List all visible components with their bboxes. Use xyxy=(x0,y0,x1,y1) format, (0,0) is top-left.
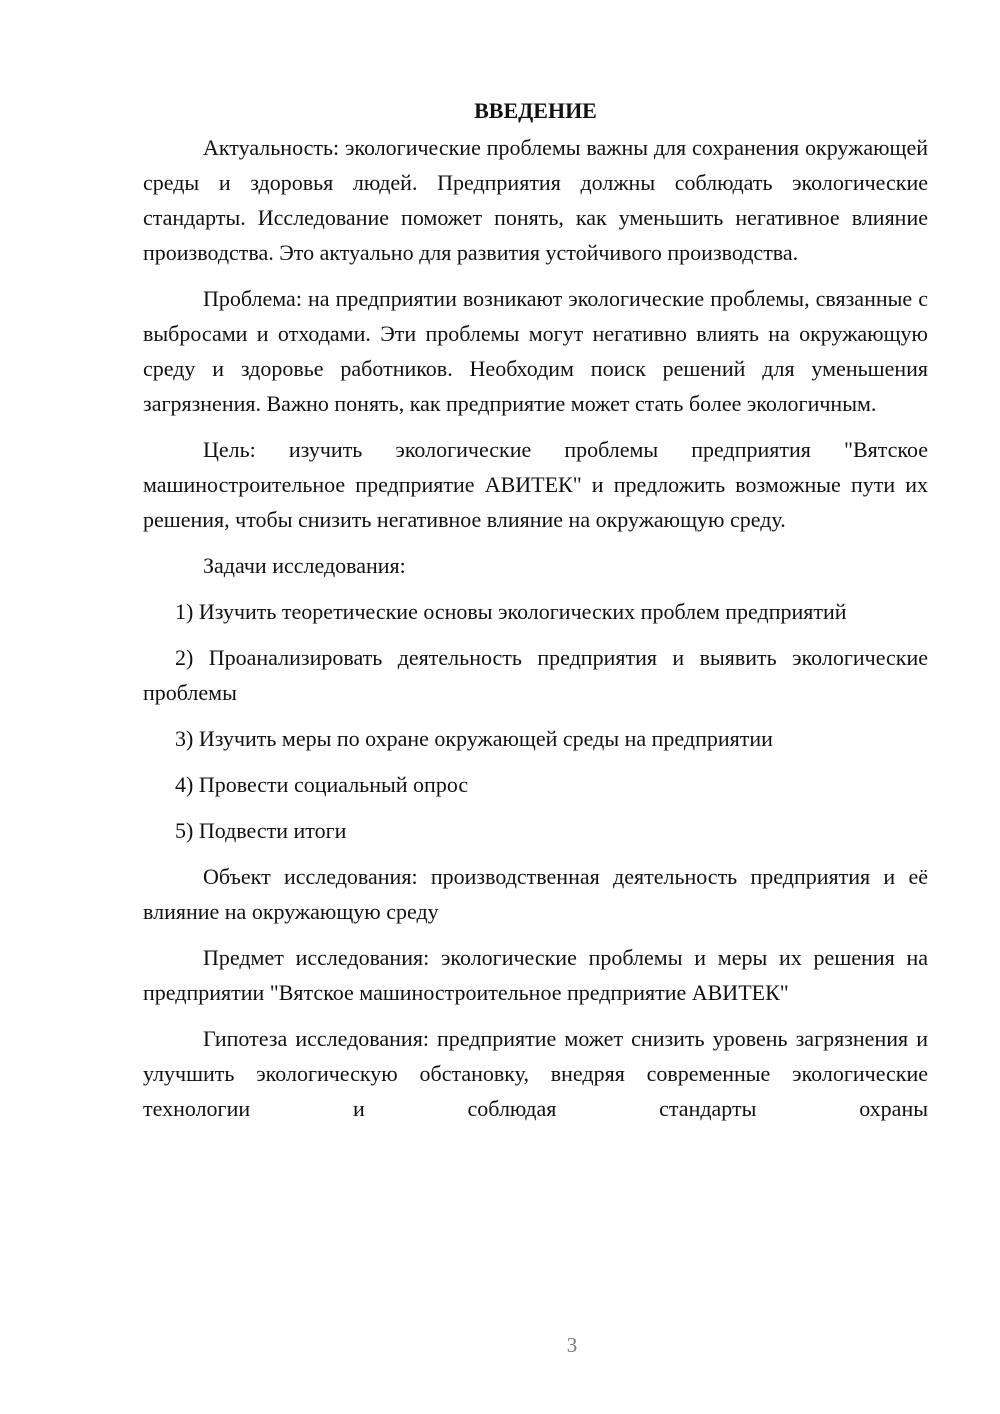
paragraph-subject: Предмет исследования: экологические проблемы и меры их решения на предприятии "Вятское машиностроительное предприятие АВИТЕК" xyxy=(143,945,928,1005)
page-content xyxy=(143,93,928,1126)
task-item-1: 1) Изучить теоретические основы экологических проблем предприятий xyxy=(175,599,847,624)
paragraph-problem: Проблема: на предприятии возникают экологические проблемы, связанные с выбросами и отходами. Эти проблемы могут негативно влиять на окружающую среду и здоровье работников. Необходим поиск решений для уменьшения загрязнения. Важно понять, как предприятие может стать более экологичным. xyxy=(143,286,928,416)
task-item-2: 2) Проанализировать деятельность предприятия и выявить экологические проблемы xyxy=(143,645,928,705)
tasks-heading: Задачи исследования: xyxy=(203,553,406,578)
paragraph-relevance: Актуальность: экологические проблемы важны для сохранения окружающей среды и здоровья людей. Предприятия должны соблюдать экологические стандарты. Исследование поможет понять, как уменьшить негативное влияние производства. Это актуально для развития устойчивого производства. xyxy=(143,135,928,265)
task-item-5: 5) Подвести итоги xyxy=(175,818,347,843)
task-item-4: 4) Провести социальный опрос xyxy=(175,772,469,797)
page-title: ВВЕДЕНИЕ xyxy=(474,98,597,123)
paragraph-goal: Цель: изучить экологические проблемы предприятия "Вятское машиностроительное предприятие АВИТЕК" и предложить возможные пути их решения, чтобы снизить негативное влияние на окружающую среду. xyxy=(143,437,928,532)
page-number: 3 xyxy=(566,1333,578,1357)
paragraph-object: Объект исследования: производственная деятельность предприятия и её влияние на окружающую среду xyxy=(143,864,928,924)
paragraph-hypothesis: Гипотеза исследования: предприятие может снизить уровень загрязнения и улучшить экологическую обстановку, внедряя современные экологические технологии и соблюдая стандарты охраны xyxy=(143,1026,928,1121)
task-item-3: 3) Изучить меры по охране окружающей среды на предприятии xyxy=(175,726,773,751)
